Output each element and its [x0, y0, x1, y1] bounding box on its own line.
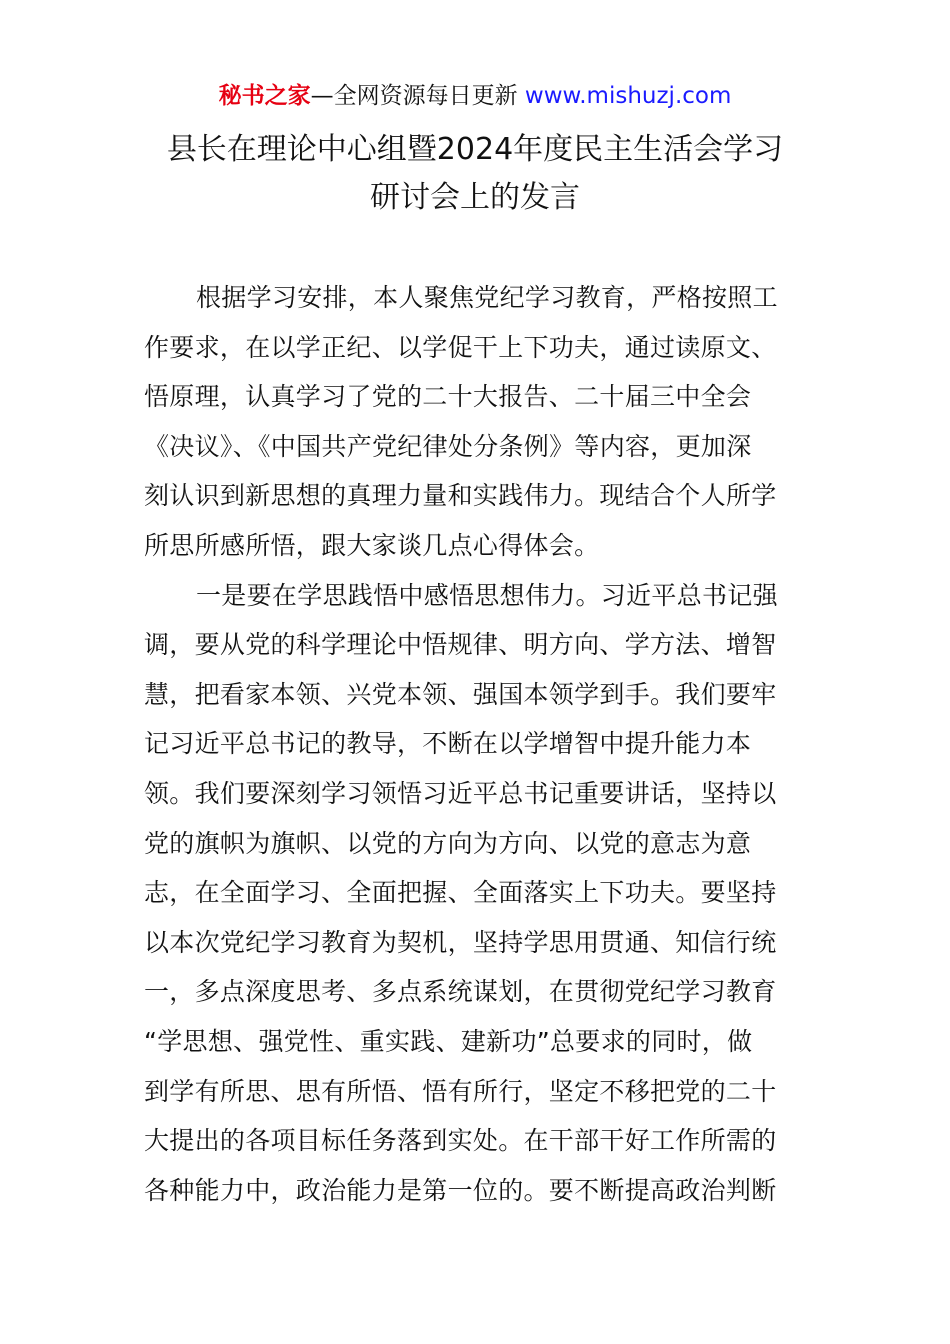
paragraph-point-one — [144, 571, 808, 1216]
site-url-link[interactable]: www.mishuzj.com — [524, 83, 732, 109]
text-line: 领。我们要深刻学习领悟习近平总书记重要讲话，坚持以 — [144, 778, 777, 808]
text-line: “学思想、强党性、重实践、建新功”总要求的同时，做 — [144, 1026, 753, 1056]
title-line: 研讨会上的发言 — [370, 180, 580, 215]
site-header — [0, 80, 950, 112]
text-line: 以本次党纪学习教育为契机，坚持学思用贯通、知信行统 — [144, 927, 777, 957]
paragraph-intro — [144, 273, 808, 571]
document-title — [100, 126, 850, 222]
text-line: 志，在全面学习、全面把握、全面落实上下功夫。要坚持 — [144, 878, 777, 908]
text-line: 调，要从党的科学理论中悟规律、明方向、学方法、增智 — [144, 630, 777, 660]
text-line: 慧，把看家本领、兴党本领、强国本领学到手。我们要牢 — [144, 679, 777, 709]
text-line: 一，多点深度思考、多点系统谋划，在贯彻党纪学习教育 — [144, 977, 777, 1007]
text-line: 所思所感所悟，跟大家谈几点心得体会。 — [144, 530, 600, 560]
site-brand: 秘书之家 — [218, 83, 311, 109]
site-tagline: —全网资源每日更新 — [310, 83, 518, 109]
text-line: 作要求，在以学正纪、以学促干上下功夫，通过读原文、 — [144, 332, 777, 362]
document-body — [144, 273, 808, 1215]
text-line: 记习近平总书记的教导，不断在以学增智中提升能力本 — [144, 729, 752, 759]
text-line: 大提出的各项目标任务落到实处。在干部干好工作所需的 — [144, 1126, 777, 1156]
text-line: 到学有所思、思有所悟、悟有所行，坚定不移把党的二十 — [144, 1076, 777, 1106]
text-line: 各种能力中，政治能力是第一位的。要不断提高政治判断 — [144, 1175, 777, 1205]
text-line: 一是要在学思践悟中感悟思想伟力。习近平总书记强 — [196, 580, 778, 610]
text-line: 根据学习安排，本人聚焦党纪学习教育，严格按照工 — [196, 283, 778, 312]
text-line: 悟原理，认真学习了党的二十大报告、二十届三中全会 — [144, 382, 752, 412]
text-line: 刻认识到新思想的真理力量和实践伟力。现结合个人所学 — [144, 481, 777, 511]
text-line: 《决议》、《中国共产党纪律处分条例》等内容，更加深 — [144, 431, 752, 461]
text-line: 党的旗帜为旗帜、以党的方向为方向、以党的意志为意 — [144, 828, 752, 858]
title-line: 县长在理论中心组暨2024年度民主生活会学习 — [166, 132, 784, 167]
